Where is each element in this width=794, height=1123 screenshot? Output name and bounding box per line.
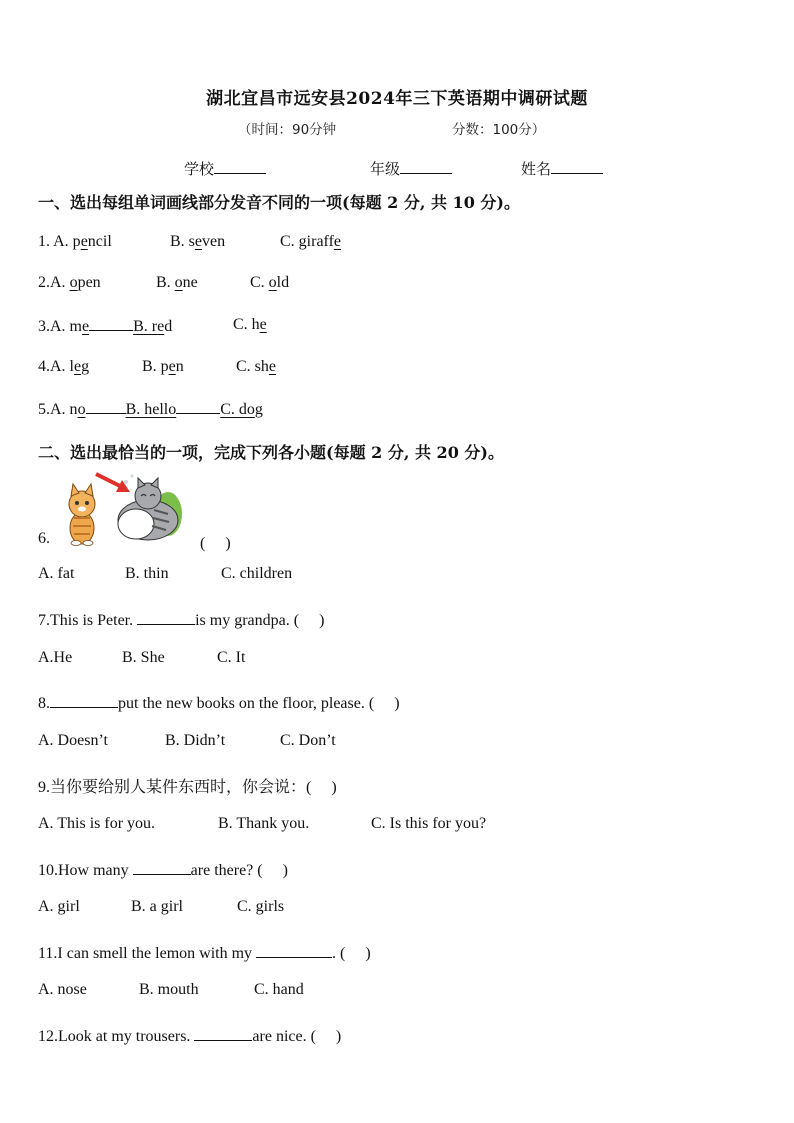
exam-time: （时间：90分钟 <box>238 122 337 138</box>
question-11: 11.I can smell the lemon with my . ( ) <box>38 945 371 962</box>
question-10-option-b: B. a girl <box>131 898 183 915</box>
answer-paren[interactable]: ( ) <box>200 535 231 552</box>
name-field <box>521 158 603 179</box>
section2-heading: 二、选出最恰当的一项，完成下列各小题(每题 2 分, 共 20 分)。 <box>38 443 504 462</box>
question-3-option-c: C. he <box>233 316 267 333</box>
question-8-option-b: B. Didn’t <box>165 732 226 749</box>
question-11-option-c: C. hand <box>254 981 304 998</box>
school-blank[interactable] <box>214 159 266 174</box>
underline-gap <box>89 316 133 331</box>
grade-label: 年级 <box>370 160 401 178</box>
option-a: A. p <box>53 233 81 250</box>
thin-cat-icon <box>69 484 95 546</box>
exam-score: 分数：100分） <box>452 122 546 138</box>
question-12: 12.Look at my trousers. are nice. ( ) <box>38 1028 342 1045</box>
question-number: 1. <box>38 233 54 250</box>
grade-field <box>370 158 452 179</box>
cats-illustration <box>56 470 186 546</box>
question-6-option-c: C. children <box>221 565 293 582</box>
answer-blank[interactable] <box>133 860 191 875</box>
question-6-option-b: B. thin <box>125 565 169 582</box>
question-8: 8. put the new books on the floor, please. ( ) <box>38 695 400 712</box>
answer-blank[interactable] <box>50 693 118 708</box>
question-9-option-b: B. Thank you. <box>218 815 310 832</box>
underline-gap <box>176 399 220 414</box>
question-11-option-b: B. mouth <box>139 981 199 998</box>
question-9-option-c: C. Is this for you? <box>371 815 487 832</box>
question-8-option-a: A. Doesn’t <box>38 732 108 749</box>
question-8-option-c: C. Don’t <box>280 732 336 749</box>
question-10-option-a: A. girl <box>38 898 80 915</box>
question-2-option-b: B. one <box>156 274 198 291</box>
school-field <box>184 158 266 179</box>
question-7: 7.This is Peter. is my grandpa. ( ) <box>38 612 325 629</box>
answer-blank[interactable] <box>256 943 332 958</box>
answer-blank[interactable] <box>137 610 195 625</box>
question-2-option-c: C. old <box>250 274 290 291</box>
name-label: 姓名 <box>521 160 552 178</box>
question-6-option-a: A. fat <box>38 565 75 582</box>
question-7-option-c: C. It <box>217 649 246 666</box>
underlined-letter: e <box>80 233 88 250</box>
option-a-rest: ncil <box>87 233 112 250</box>
answer-blank[interactable] <box>194 1026 252 1041</box>
section1-heading: 一、选出每组单词画线部分发音不同的一项(每题 2 分, 共 10 分)。 <box>38 193 520 212</box>
question-7-option-b: B. She <box>122 649 165 666</box>
grade-blank[interactable] <box>400 159 452 174</box>
question-3: 3.A. me B. red <box>38 318 173 335</box>
question-10-option-c: C. girls <box>237 898 285 915</box>
name-blank[interactable] <box>551 159 603 174</box>
question-11-option-a: A. nose <box>38 981 87 998</box>
question-1 <box>38 233 112 251</box>
question-6: 6. <box>38 530 50 547</box>
underline-gap <box>86 399 126 414</box>
page-title: 湖北宜昌市远安县2024年三下英语期中调研试题 <box>206 89 588 109</box>
question-10: 10.How many are there? ( ) <box>38 862 288 879</box>
question-1-option-b: B. seven <box>170 233 226 250</box>
school-label: 学校 <box>184 160 215 178</box>
question-4-option-c: C. she <box>236 358 277 375</box>
question-1-option-c: C. giraffe <box>280 233 342 250</box>
question-4-option-b: B. pen <box>142 358 184 375</box>
question-4: 4.A. leg <box>38 358 90 375</box>
question-7-option-a: A.He <box>38 649 73 666</box>
question-5: 5.A. no B. hello C. dog <box>38 401 263 418</box>
question-9-option-a: A. This is for you. <box>38 815 156 832</box>
question-2: 2.A. open <box>38 274 101 291</box>
fat-cat-icon <box>118 475 182 541</box>
question-9: 9.当你要给别人某件东西时，你会说：( ) <box>38 779 337 796</box>
